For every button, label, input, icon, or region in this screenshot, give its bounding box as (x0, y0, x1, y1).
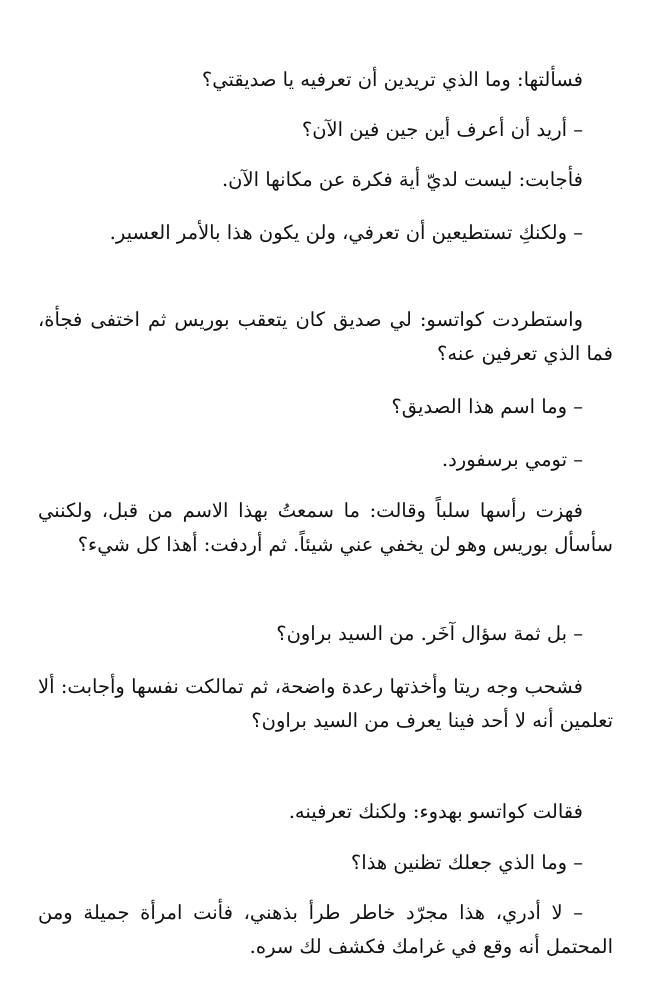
paragraph-9: – بل ثمة سؤال آخَر. من السيد براون؟ (276, 622, 583, 645)
paragraph-5: واستطردت كواتسو: لي صديق كان يتعقب بوريس ثم اختفى فجأة، فما الذي تعرفين عنه؟ (38, 308, 613, 365)
paragraph-3: فأجابت: ليست لديّ أية فكرة عن مكانها الآن. (221, 168, 583, 191)
paragraph-7: – تومي برسفورد. (441, 448, 583, 471)
paragraph-12: – وما الذي جعلك تظنين هذا؟ (350, 851, 583, 874)
paragraph-4: – ولكنكِ تستطيعين أن تعرفي، ولن يكون هذا بالأمر العسير. (109, 221, 583, 244)
paragraph-13: – لا أدري، هذا مجرّد خاطر طرأ بذهني، فأنت امرأة جميلة ومن المحتمل أنه وقع في غرامك فكشف لك سره. (38, 901, 613, 958)
paragraph-6: – وما اسم هذا الصديق؟ (391, 395, 583, 418)
paragraph-11: فقالت كواتسو بهدوء: ولكنك تعرفينه. (288, 800, 583, 823)
paragraph-8: فهزت رأسها سلباً وقالت: ما سمعتُ بهذا الاسم من قبل، ولكنني سأسأل بوريس وهو لن يخفي عني شيئاً. ثم أردفت: أهذا كل شيء؟ (38, 499, 613, 556)
paragraph-10: فشحب وجه ريتا وأخذتها رعدة واضحة، ثم تمالكت نفسها وأجابت: ألا تعلمين أنه لا أحد فينا يعرف من السيد براون؟ (38, 675, 613, 732)
paragraph-1: فسألتها: وما الذي تريدين أن تعرفيه يا صديقتي؟ (201, 68, 583, 91)
paragraph-2: – أريد أن أعرف أين جين فين الآن؟ (301, 118, 583, 141)
